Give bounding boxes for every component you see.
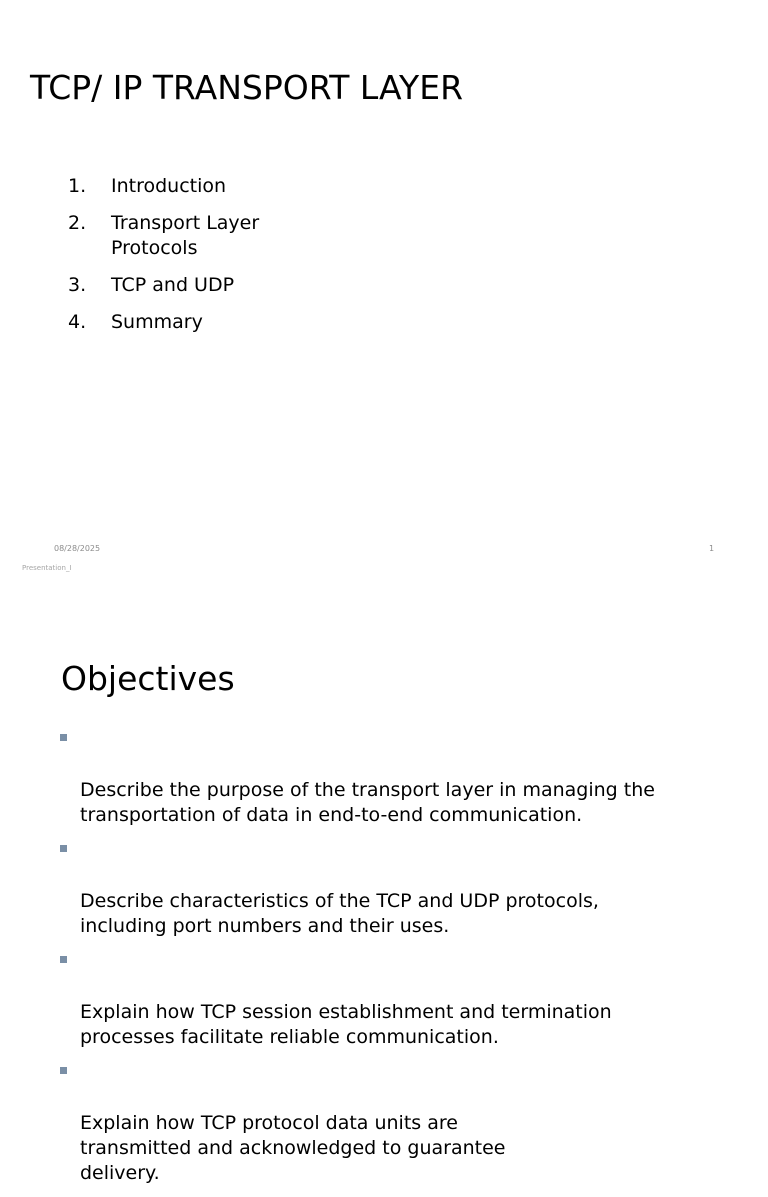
agenda-item-text: Introduction (111, 175, 227, 197)
objectives-list (58, 728, 698, 1197)
agenda-item-text: Summary (111, 311, 203, 333)
slide-2 (0, 600, 768, 1184)
square-bullet-icon (60, 845, 67, 852)
objective-text: Describe characteristics of the TCP and UDP protocols, including port numbers and their uses. (80, 890, 599, 937)
agenda-item-number: 3. (68, 274, 87, 296)
agenda-list (68, 174, 328, 347)
slide-1 (0, 0, 768, 590)
objective-item (58, 1061, 698, 1186)
agenda-item-number: 4. (68, 311, 87, 333)
objective-item (58, 950, 698, 1050)
slide-number: 1 (709, 544, 715, 553)
agenda-item-text: Transport Layer Protocols (111, 212, 260, 259)
slide-footer: Presentation_I (22, 564, 72, 572)
objective-text: Describe the purpose of the transport layer in managing the transportation of data in end-to-end communication. (80, 779, 655, 826)
objective-text: Explain how TCP protocol data units are transmitted and acknowledged to guarantee delivery. (80, 1112, 506, 1184)
agenda-item (68, 310, 328, 335)
slide-date: 08/28/2025 (54, 544, 101, 553)
slide-title: TCP/ IP TRANSPORT LAYER (30, 68, 463, 107)
square-bullet-icon (60, 1067, 67, 1074)
square-bullet-icon (60, 734, 67, 741)
agenda-item-number: 2. (68, 212, 87, 234)
objective-item (58, 728, 698, 828)
agenda-item (68, 273, 328, 298)
objective-text: Explain how TCP session establishment and termination processes facilitate reliable communication. (80, 1001, 612, 1048)
agenda-item (68, 211, 328, 261)
objective-item (58, 839, 698, 939)
agenda-item-text: TCP and UDP (111, 274, 235, 296)
slide-title: Objectives (61, 659, 235, 698)
agenda-item-number: 1. (68, 175, 87, 197)
agenda-item (68, 174, 328, 199)
square-bullet-icon (60, 956, 67, 963)
